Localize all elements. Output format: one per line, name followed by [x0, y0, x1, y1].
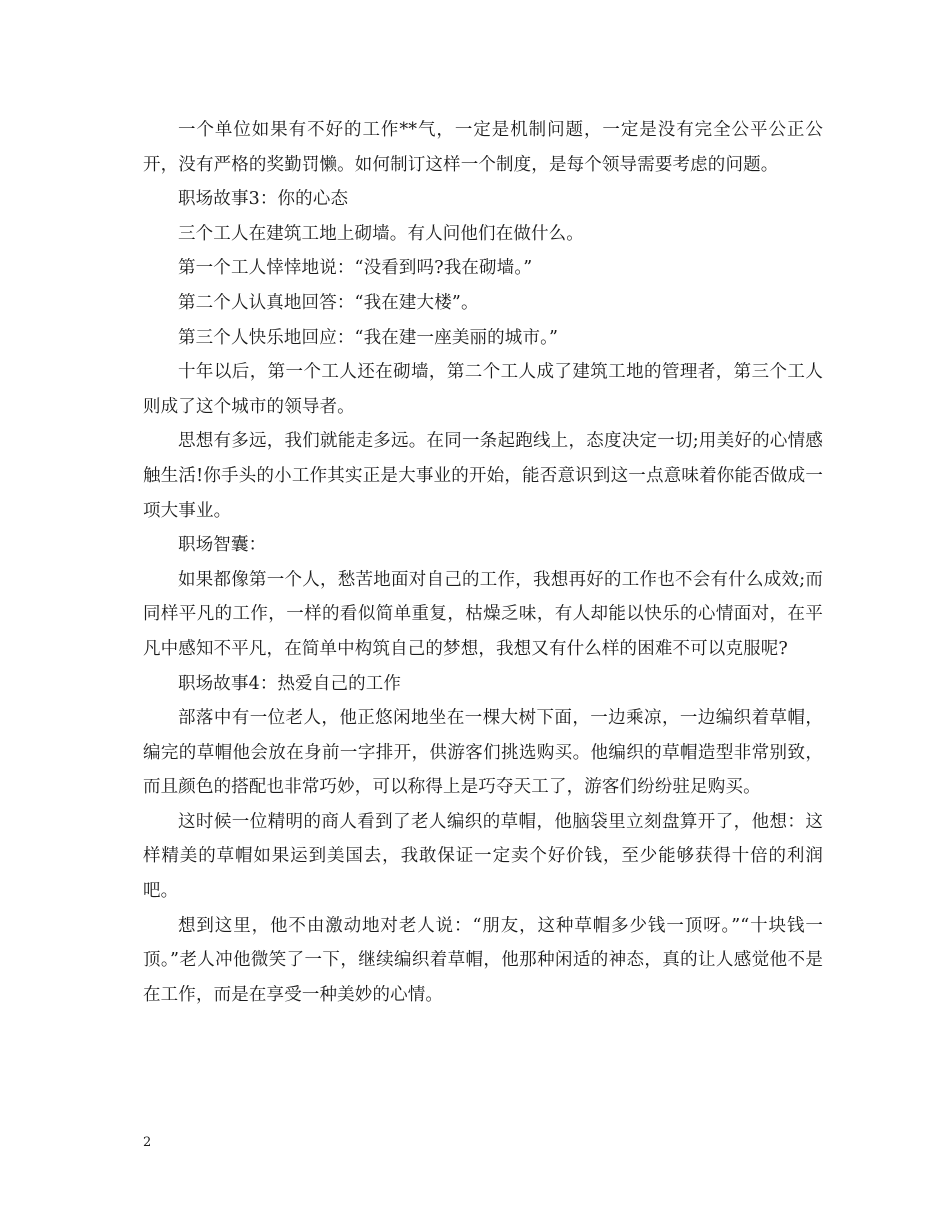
document-body [143, 113, 823, 1012]
body-paragraph: 一个单位如果有不好的工作**气，一定是机制问题，一定是没有完全公平公正公开，没有严格的奖勤罚懒。如何制订这样一个制度，是每个领导需要考虑的问题。 [143, 120, 823, 175]
story-heading: 职场故事3：你的心态 [178, 189, 349, 210]
body-paragraph: 思想有多远，我们就能走多远。在同一条起跑线上，态度决定一切;用美好的心情感触生活!你手头的小工作其实正是大事业的开始，能否意识到这一点意味着你能否做成一项大事业。 [143, 431, 823, 521]
body-paragraph: 三个工人在建筑工地上砌墙。有人问他们在做什么。 [178, 223, 584, 244]
section-heading: 职场智囊： [178, 535, 267, 556]
body-paragraph: 第一个工人悻悻地说：“没看到吗?我在砌墙。” [178, 258, 533, 279]
story-heading: 职场故事4：热爱自己的工作 [178, 673, 402, 694]
body-paragraph: 十年以后，第一个工人还在砌墙，第二个工人成了建筑工地的管理者，第三个工人则成了这个城市的领导者。 [143, 362, 823, 417]
page-number: 2 [143, 1135, 152, 1150]
body-paragraph: 想到这里，他不由激动地对老人说：“朋友，这种草帽多少钱一顶呀。”“十块钱一顶。”老人冲他微笑了一下，继续编织着草帽，他那种闲适的神态，真的让人感觉他不是在工作，而是在享受一种美妙的心情。 [143, 915, 823, 1005]
body-paragraph: 第二个人认真地回答：“我在建大楼”。 [178, 292, 479, 313]
body-paragraph: 如果都像第一个人，愁苦地面对自己的工作，我想再好的工作也不会有什么成效;而同样平凡的工作，一样的看似简单重复，枯燥乏味，有人却能以快乐的心情面对，在平凡中感知不平凡，在简单中构筑自己的梦想，我想又有什么样的困难不可以克服呢? [143, 569, 823, 659]
body-paragraph: 第三个人快乐地回应：“我在建一座美丽的城市。” [178, 327, 559, 348]
body-paragraph: 部落中有一位老人，他正悠闲地坐在一棵大树下面，一边乘凉，一边编织着草帽，编完的草帽他会放在身前一字排开，供游客们挑选购买。他编织的草帽造型非常别致，而且颜色的搭配也非常巧妙，可以称得上是巧夺天工了，游客们纷纷驻足购买。 [143, 708, 823, 798]
body-paragraph: 这时候一位精明的商人看到了老人编织的草帽，他脑袋里立刻盘算开了，他想：这样精美的草帽如果运到美国去，我敢保证一定卖个好价钱，至少能够获得十倍的利润吧。 [143, 811, 823, 902]
